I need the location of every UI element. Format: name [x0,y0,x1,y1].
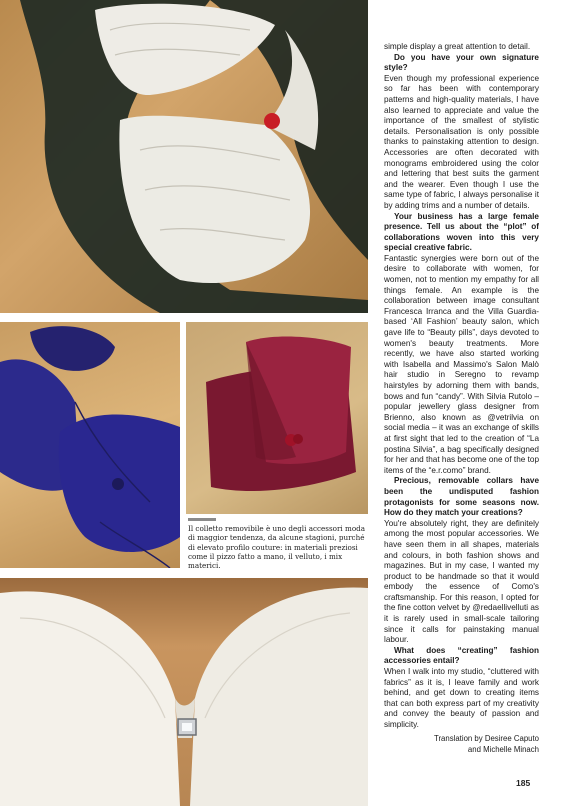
photo-white-collar [0,578,368,806]
question-paragraph: Do you have your own signature style? [384,52,539,73]
credit-line-1: Translation by Desiree Caputo [433,733,539,743]
question-paragraph: Your business has a large female presence. Tell us about the “plot” of collaborations woven into this very special creative fabric. [384,211,539,253]
photo-lace-collar [0,0,368,313]
photo-caption: Il colletto removibile è uno degli accessori moda di maggior tendenza, da alcune stagioni, purché di elevato profilo couture: in materiali preziosi come il pizzo fatto a mano, il velluto, i mix materici. [188,524,366,571]
translation-credit [384,733,539,755]
question-paragraph: What does “creating” fashion accessories entail? [384,645,539,666]
answer-paragraph: When I walk into my studio, “cluttered with fabrics” as it is, I leave family and work behind, and get down to creating items that can both express part of my creativity and convey the beauty of passion and simplicity. [384,667,539,729]
answer-paragraph: You're absolutely right, they are definitely among the most popular accessories. We have seen them in all shapes, materials and colours, in both fashion shows and magazines. But in my case, I wanted my product to be handmade so that it would embody the essence of Como's craftsmanship. For this reason, I opted for the fine cotton velvet by @redaellivelluti as it is rarely used in small-scale tailoring since it calls for painstaking manual labour. [384,518,539,645]
answer-paragraph: simple display a great attention to detail. [384,42,531,51]
caption-rule [188,518,216,521]
page-number: 185 [516,778,531,788]
question-paragraph: Precious, removable collars have been the undisputed fashion protagonists for some seasons now. How do they match your creations? [384,476,539,518]
photo-velvet-collars [0,322,180,568]
answer-paragraph: Even though my professional experience so far has been with contemporary patterns and high-quality materials, I have also learned to appreciate and value the importance of the smallest of stylistic details. Personalisation is only possible thanks to painstaking attention to design. Accessories are often decorated with monograms embroidered using the color and lettering that best suits the garment and the wearer. Even though I use the same type of fabric, I always personalise it by adding trims and a number of details. [384,73,539,210]
photo-velvet-pochette [186,322,368,514]
credit-line-2: and Michelle Minach [467,744,539,754]
answer-paragraph: Fantastic synergies were born out of the desire to collaborate with women, for women, not to mention my empathy for all things female. An example is the collaboration between image consultant Francesca Irranca and the Villa Guardia-based ‘All Fashion’ beauty salon, which gave life to “Beauty pills”, days devoted to women's beauty treatments. More recently, we have also started working with Isabella and Massimo's Salon Malò hair studio in Seregno to revamp hairstyles by adorning them with bands, bows and fun “candy”. With Silvia Rutolo – popular jewellery glass designer from Brienno, also known as @vetrilvia on social media – it was an exchange of skills at first sight that led to the creation of “La postina Silvia”, a bag specifically designed for her and that has become one of the top items of the “e.r.como” brand. [384,253,539,475]
article-column [384,42,539,755]
